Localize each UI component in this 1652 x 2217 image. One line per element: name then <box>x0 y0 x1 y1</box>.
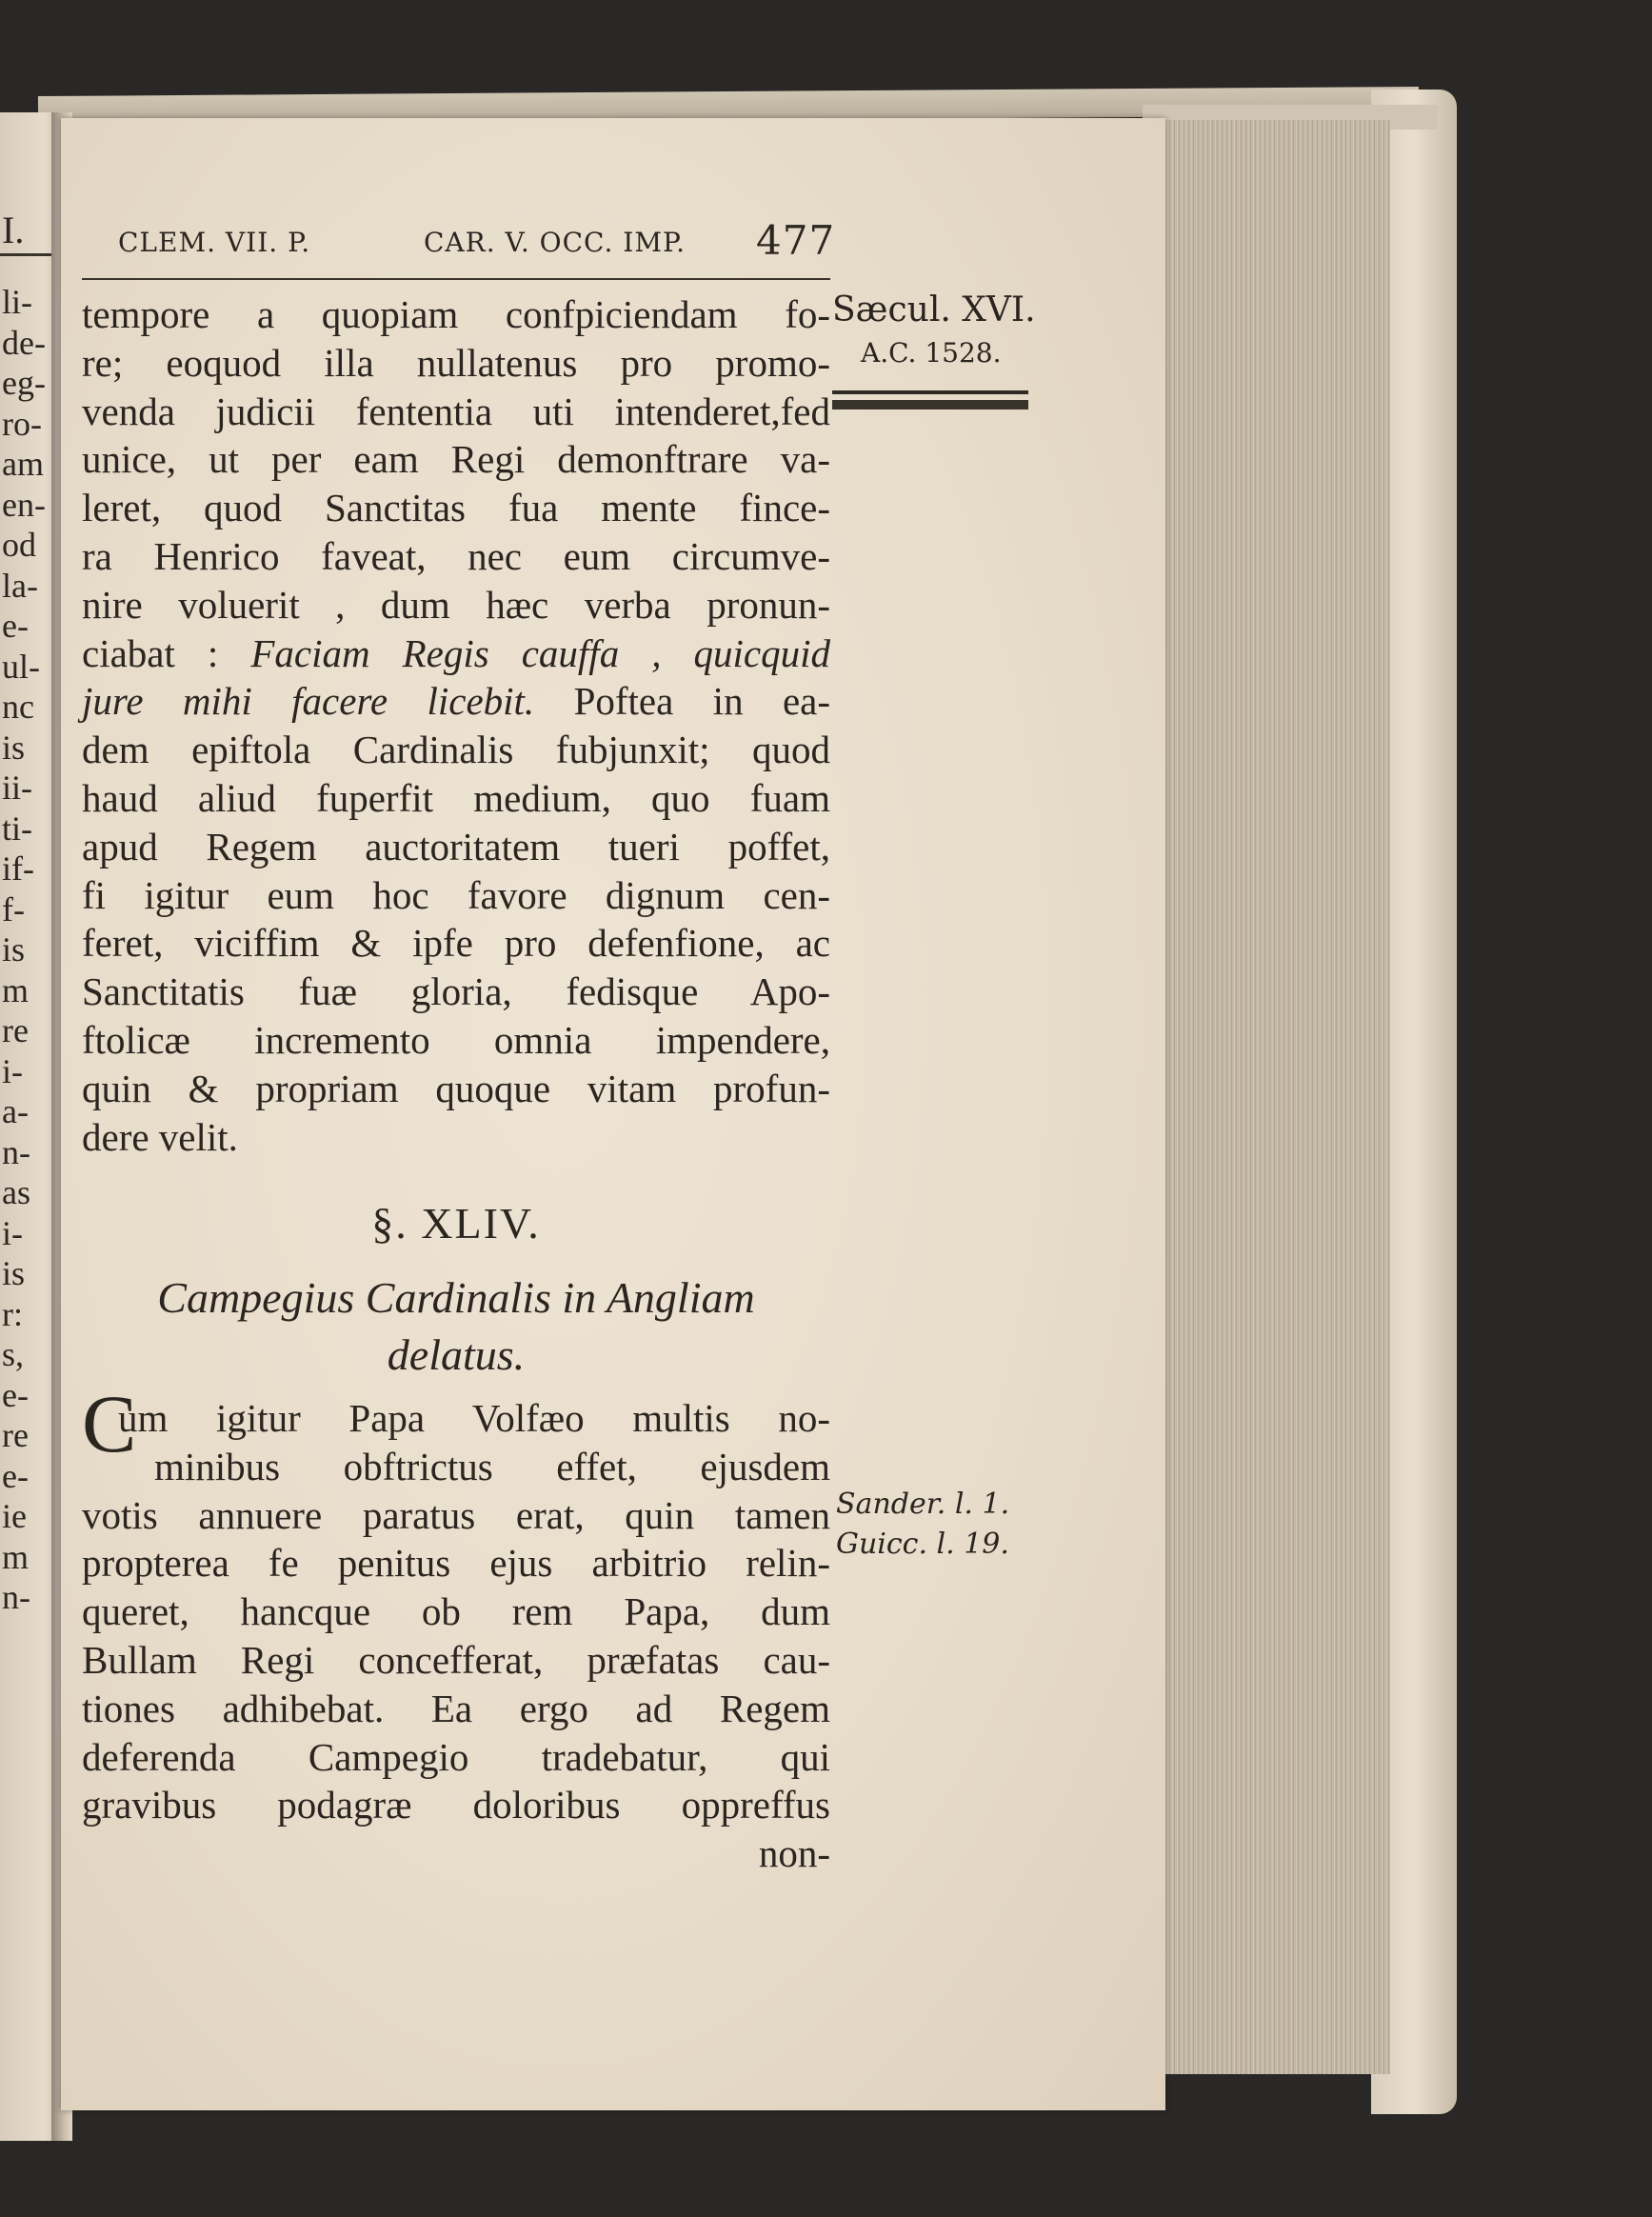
margin-reference-guicc: Guicc. l. 19. <box>836 1528 1009 1561</box>
left-page-fragment: li- <box>2 283 32 321</box>
left-page-fragment: e- <box>2 1375 29 1414</box>
left-page-fragment: a- <box>2 1092 29 1130</box>
left-page-fragment: as <box>2 1173 30 1211</box>
text-line: Bullam Regi concefferat, præfatas cau- <box>82 1637 830 1682</box>
text-line-quote <box>82 629 830 678</box>
text-line-quote-end <box>82 677 830 726</box>
text-line: ftolicæ incremento omnia impendere, <box>82 1017 830 1062</box>
text-line: queret, hancque ob rem Papa, dum <box>82 1589 830 1634</box>
left-page-fragment: eg- <box>2 364 46 402</box>
text-line: tempore a quopiam confpiciendam fo- <box>82 292 830 336</box>
page-number: 477 <box>756 217 836 264</box>
section-title-line-2: delatus. <box>387 1330 526 1379</box>
margin-note-year: A.C. 1528. <box>861 337 1002 369</box>
text-run: Poftea in ea- <box>534 679 831 724</box>
text-line: venda judicii fententia uti intenderet,fed <box>82 389 830 433</box>
left-page-fragment: ro- <box>2 404 42 443</box>
page-block-edges <box>1152 120 1390 2074</box>
text-line: minibus obftrictus effet, ejusdem <box>154 1444 830 1488</box>
left-page-fragment: ii- <box>2 769 32 807</box>
text-line: feret, viciffim & ipfe pro defenfione, ac <box>82 921 830 966</box>
text-line: fi igitur eum hoc favore dignum cen- <box>82 872 830 917</box>
left-page-fragment: od <box>2 526 36 564</box>
left-page-fragment: n- <box>2 1132 30 1171</box>
left-page-fragment: ti- <box>2 809 32 848</box>
text-line: dere velit. <box>82 1114 238 1159</box>
margin-note-rule-thick <box>832 400 1028 409</box>
left-page-fragment: m <box>2 970 30 1009</box>
left-page-fragment: ul- <box>2 647 40 686</box>
text-line: Sanctitatis fuæ gloria, fedisque Apo- <box>82 969 830 1014</box>
left-page-fragment: de- <box>2 323 46 362</box>
quoted-text: Faciam Regis cauffa , quicquid <box>250 630 830 675</box>
text-line: um igitur Papa Volfæo multis no- <box>118 1396 830 1440</box>
text-line: quin & propriam quoque vitam profun- <box>82 1066 830 1110</box>
text-line: apud Regem auctoritatem tueri poffet, <box>82 824 830 869</box>
left-page-fragment: am <box>2 445 44 483</box>
left-page-fragment: if- <box>2 849 34 888</box>
left-page-fragment: n- <box>2 1578 30 1616</box>
left-page-fragment: r: <box>2 1294 23 1333</box>
text-line: gravibus podagræ doloribus oppreffus <box>82 1783 830 1828</box>
text-line: dem epiftola Cardinalis fubjunxit; quod <box>82 728 830 772</box>
left-page-fragment: s, <box>2 1335 25 1373</box>
left-page-fragment: en- <box>2 485 46 524</box>
left-page-fragment: e- <box>2 607 29 645</box>
left-page-fragment: is <box>2 728 26 767</box>
text-line: leret, quod Sanctitas fua mente fince- <box>82 486 830 530</box>
margin-note-century: Sæcul. XVI. <box>832 290 1036 330</box>
margin-reference-sander: Sander. l. 1. <box>836 1488 1010 1521</box>
running-head-left: CLEM. VII. P. <box>118 227 311 258</box>
left-page-fragment: e- <box>2 1456 29 1495</box>
text-line: unice, ut per eam Regi demonftrare va- <box>82 437 830 482</box>
left-page-header-rule <box>0 253 57 256</box>
text-run: ciabat : <box>82 630 251 675</box>
text-line: tiones adhibebat. Ea ergo ad Regem <box>82 1686 830 1730</box>
header-rule <box>82 278 830 280</box>
margin-note-rule-thin <box>832 390 1028 394</box>
left-page-fragment: ie <box>2 1497 27 1535</box>
paragraph-2 <box>82 1394 830 1878</box>
left-page-fragment: re <box>2 1011 29 1049</box>
text-line: nire voluerit , dum hæc verba pronun- <box>82 582 830 627</box>
left-page-fragment: la- <box>2 566 38 605</box>
paragraph-1 <box>82 290 830 1161</box>
left-page-fragment: nc <box>2 688 34 726</box>
text-line: votis annuere paratus erat, quin tamen <box>82 1492 830 1537</box>
left-page-fragment: m <box>2 1537 30 1576</box>
text-line: propterea fe penitus ejus arbitrio relin- <box>82 1541 830 1586</box>
left-page-fragment: re <box>2 1416 29 1454</box>
left-page-fragment: is <box>2 930 26 969</box>
section-title-line-1: Campegius Cardinalis in Angliam <box>157 1273 755 1322</box>
left-page-fragment: i- <box>2 1213 23 1252</box>
left-page-fragment: i- <box>2 1051 23 1090</box>
left-page-fragment: I. <box>2 209 25 251</box>
text-line: deferenda Campegio tradebatur, qui <box>82 1734 830 1779</box>
left-page-fragment: is <box>2 1254 26 1292</box>
drop-cap: C <box>82 1378 137 1469</box>
running-head-middle: CAR. V. OCC. IMP. <box>424 227 687 258</box>
section-number: §. XLIV. <box>371 1199 541 1248</box>
text-line: re; eoquod illa nullatenus pro promo- <box>82 340 830 385</box>
left-page-fragment: f- <box>2 889 25 929</box>
text-line: ra Henrico faveat, nec eum circumve- <box>82 533 830 578</box>
text-line: haud aliud fuperfit medium, quo fuam <box>82 775 830 820</box>
catchword: non- <box>758 1831 830 1876</box>
quoted-text: jure mihi facere licebit. <box>82 679 535 724</box>
